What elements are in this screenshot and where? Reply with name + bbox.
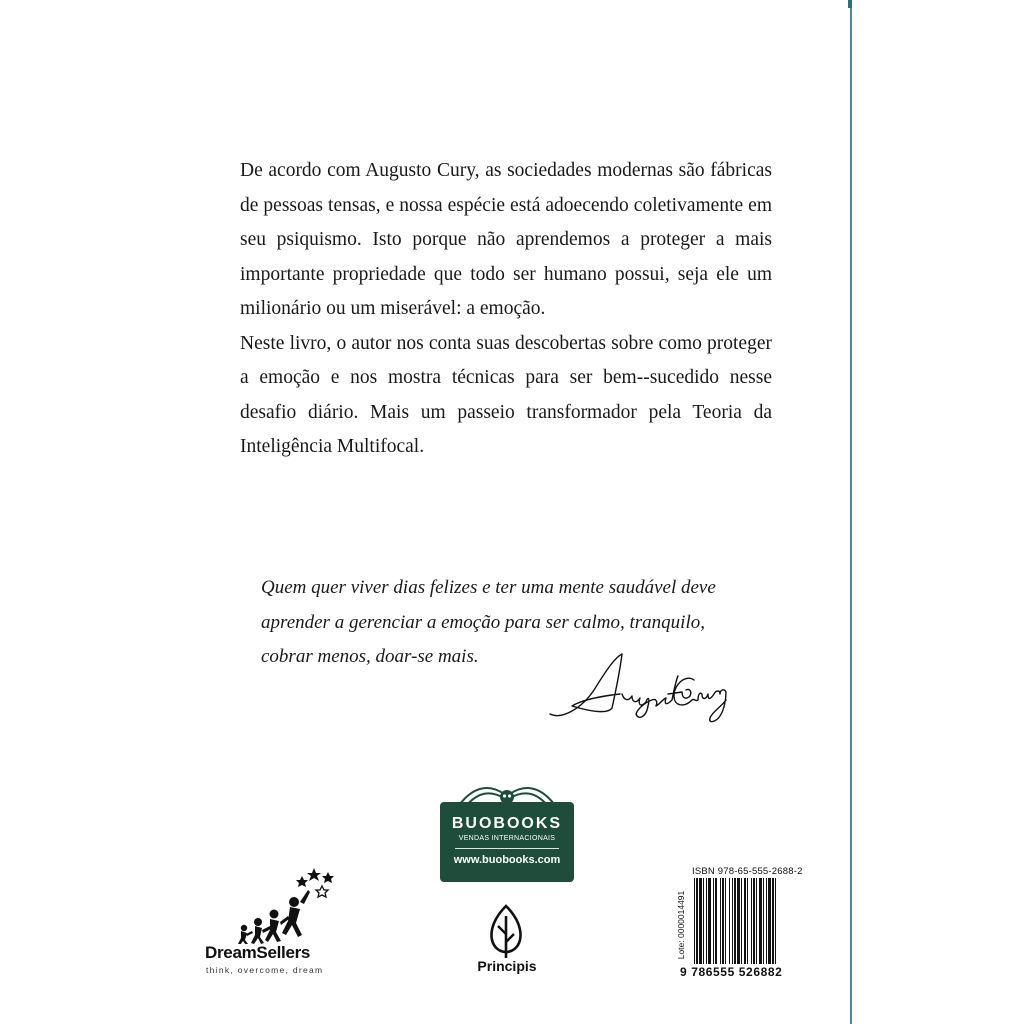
barcode-bar bbox=[722, 878, 724, 964]
lote-text: Lote: 0000014491 bbox=[676, 890, 686, 960]
barcode-bar bbox=[696, 878, 698, 964]
barcode-bar bbox=[747, 878, 748, 964]
barcode-bar bbox=[713, 878, 714, 964]
isbn-barcode-block bbox=[672, 862, 812, 982]
barcode-bar bbox=[732, 878, 733, 964]
quote-line-2: aprender a gerenciar a emoção para ser calmo, tranquilo, bbox=[261, 611, 705, 633]
dreamsellers-logo bbox=[200, 862, 345, 982]
quote-line-3: cobrar menos, doar-se mais. bbox=[261, 646, 479, 667]
lote-number bbox=[676, 880, 686, 970]
isbn-digits: 9 786555 526882 bbox=[680, 965, 783, 979]
barcode-bar bbox=[744, 878, 746, 964]
buobooks-name: BUOBOOKS bbox=[451, 815, 563, 832]
barcode-bar bbox=[734, 878, 736, 964]
barcode-bar bbox=[729, 878, 730, 964]
barcode-bar bbox=[751, 878, 752, 964]
principis-name: Principis bbox=[477, 958, 537, 974]
author-signature bbox=[542, 650, 752, 724]
barcode-icon bbox=[692, 878, 804, 966]
buobooks-url: www.buobooks.com bbox=[453, 854, 561, 866]
buobooks-divider bbox=[455, 848, 559, 849]
back-cover-blurb bbox=[240, 154, 772, 465]
spine-marker bbox=[848, 0, 852, 8]
spine-edge-line bbox=[850, 0, 852, 1024]
barcode-bar bbox=[753, 878, 755, 964]
barcode-bar bbox=[756, 878, 757, 964]
barcode-bar bbox=[699, 878, 702, 964]
barcode-bar bbox=[772, 878, 774, 964]
dreamsellers-tagline: think, overcome, dream bbox=[206, 965, 324, 975]
principis-logo bbox=[474, 902, 540, 978]
barcode-bar bbox=[703, 878, 704, 964]
barcode-bar bbox=[694, 878, 695, 964]
barcode-bar bbox=[759, 878, 762, 964]
barcode-bar bbox=[766, 878, 767, 964]
barcode-bar bbox=[741, 878, 742, 964]
quote-line-1: Quem quer viver dias felizes e ter uma mente saudável deve bbox=[261, 577, 716, 598]
dreamsellers-name: DreamSellers bbox=[205, 943, 311, 962]
barcode-bar bbox=[725, 878, 726, 964]
barcode-bar bbox=[720, 878, 721, 964]
barcode-bar bbox=[708, 878, 711, 964]
barcode-bar bbox=[715, 878, 717, 964]
barcode-bar bbox=[737, 878, 740, 964]
isbn-label: ISBN 978-65-555-2688-2 bbox=[692, 866, 803, 877]
barcode-bar bbox=[763, 878, 764, 964]
buobooks-seal bbox=[440, 780, 574, 882]
barcode-bar bbox=[775, 878, 776, 964]
barcode-bar bbox=[768, 878, 771, 964]
children-stars-icon bbox=[228, 862, 340, 944]
buobooks-tagline: VENDAS INTERNACIONAIS bbox=[458, 835, 556, 842]
blurb-paragraph-2: Neste livro, o autor nos conta suas descobertas sobre como proteger a emoção e nos mostra técnicas para ser bem--sucedido nesse desafio diário. Mais um passeio transformador pela Teoria da Inteligência Multifocal. bbox=[240, 332, 772, 457]
blurb-paragraph-1: De acordo com Augusto Cury, as sociedades modernas são fábricas de pessoas tensas, e nossa espécie está adoecendo coletivamente em seu psiquismo. Isto porque não aprendemos a proteger a mais importante propriedade que todo ser humano possui, seja ele um milionário ou um miserável: a emoção. bbox=[240, 160, 772, 319]
signature-text: Augusto Cury bbox=[542, 650, 548, 651]
leaf-icon bbox=[488, 904, 524, 958]
buobooks-badge bbox=[440, 802, 574, 882]
barcode-bar bbox=[706, 878, 707, 964]
